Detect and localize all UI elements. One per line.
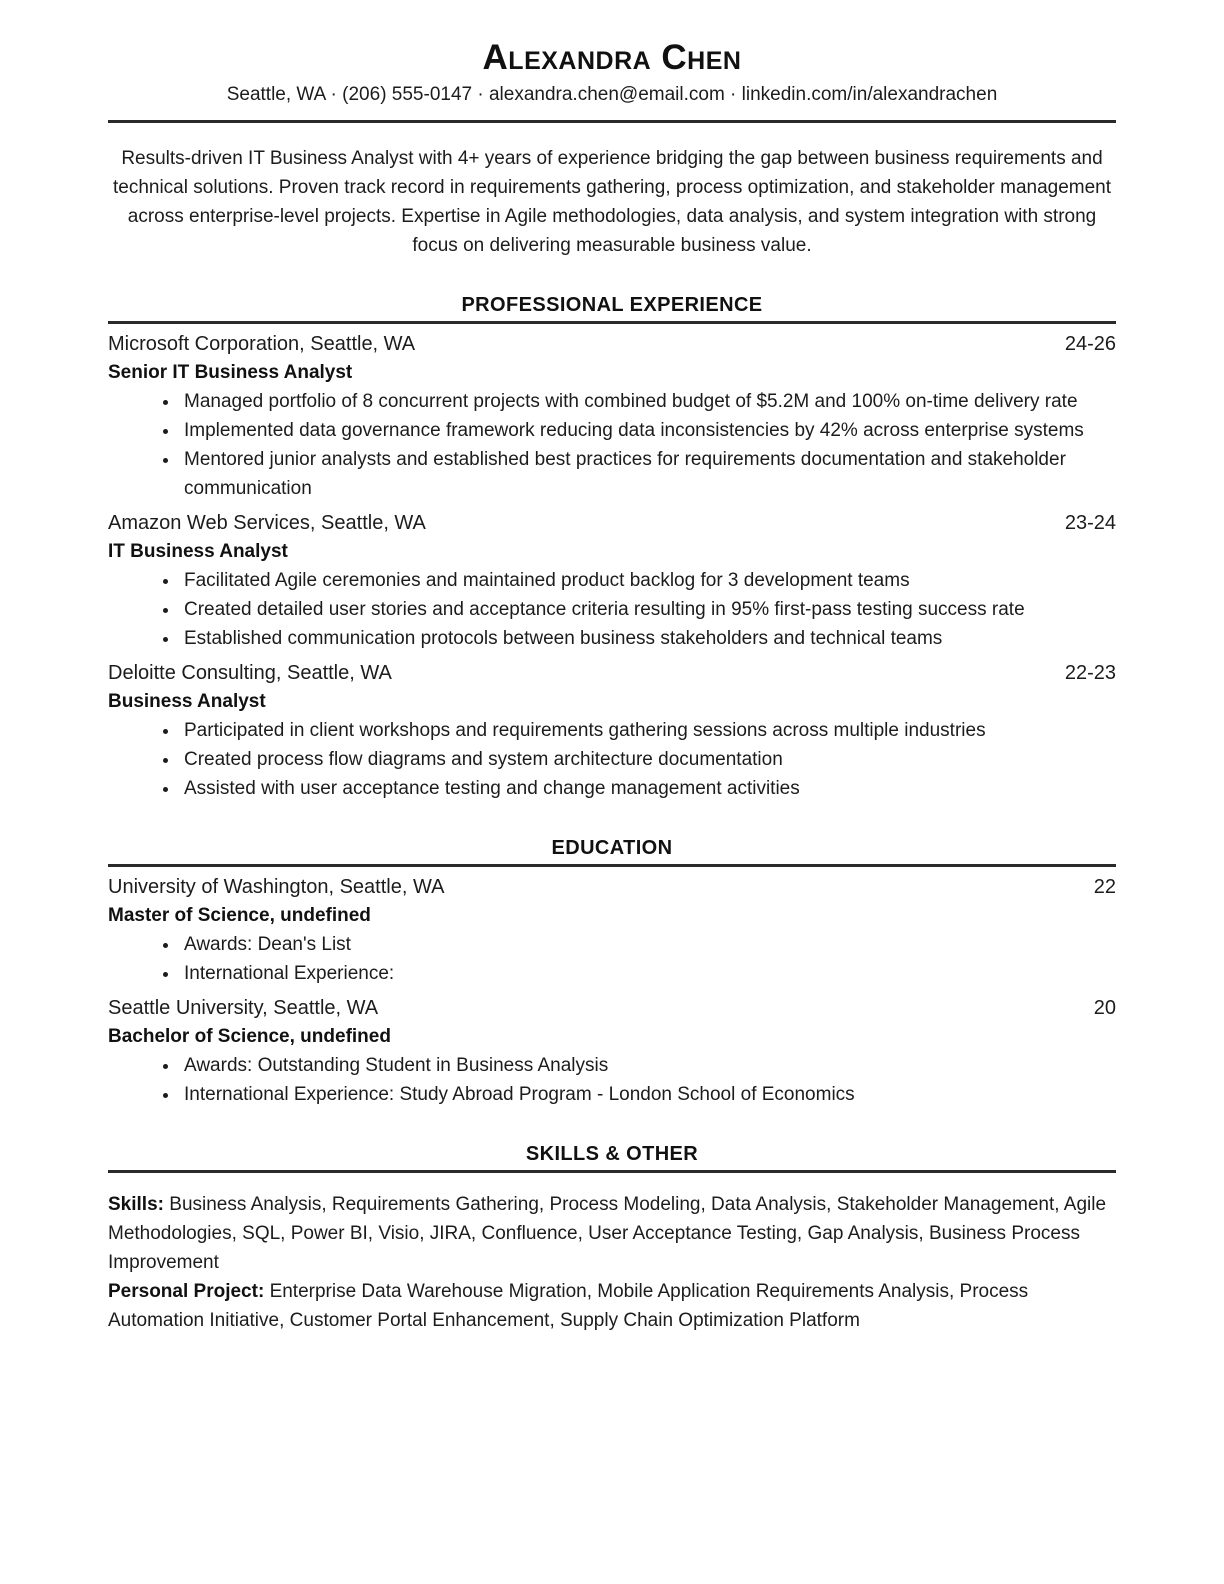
bullet-item: • Established communication protocols between business stakeholders and technical teams — [180, 624, 1116, 653]
personal-project-label: Personal Project: — [108, 1281, 265, 1302]
education-entry — [108, 994, 1116, 1109]
section-title-skills: SKILLS & OTHER — [108, 1142, 1116, 1173]
personal-project-line — [108, 1277, 1116, 1335]
school-name: Seattle University, Seattle, WA — [108, 997, 379, 1019]
education-entry — [108, 873, 1116, 988]
bullet-item: • Awards: Dean's List — [180, 930, 1116, 959]
entry-header — [108, 330, 1116, 359]
bullet-item: • Participated in client workshops and requirements gathering sessions across multiple industries — [180, 716, 1116, 745]
entry-header — [108, 994, 1116, 1023]
entry-dates: 22 — [1093, 876, 1116, 898]
degree-title: Bachelor of Science, undefined — [108, 1026, 391, 1047]
company-name: Deloitte Consulting, Seattle, WA — [108, 662, 392, 684]
experience-entry — [108, 659, 1116, 803]
entry-header — [108, 873, 1116, 902]
experience-entry — [108, 509, 1116, 653]
entry-dates: 24-26 — [1064, 333, 1116, 355]
job-title: IT Business Analyst — [108, 541, 288, 562]
bullet-item: • Awards: Outstanding Student in Business Analysis — [180, 1051, 1116, 1080]
entry-dates: 20 — [1093, 997, 1116, 1019]
bullet-item: • Implemented data governance framework reducing data inconsistencies by 42% across enterprise systems — [180, 416, 1116, 445]
candidate-name: Alexandra Chen — [482, 38, 742, 77]
skills-line — [108, 1190, 1116, 1277]
skills-text: Business Analysis, Requirements Gathering, Process Modeling, Data Analysis, Stakeholder Management, Agile Methodologies, SQL, Power BI, Visio, JIRA, Confluence, User Acceptance Testing, Gap Analysis, Business Process Improvement — [108, 1194, 1107, 1273]
bullet-item: • Facilitated Agile ceremonies and maintained product backlog for 3 development teams — [180, 566, 1116, 595]
header-divider — [108, 120, 1116, 123]
bullet-list — [108, 930, 1116, 988]
experience-entry — [108, 330, 1116, 503]
entry-header — [108, 659, 1116, 688]
section-title-experience: PROFESSIONAL EXPERIENCE — [108, 293, 1116, 324]
bullet-item: • Created detailed user stories and acceptance criteria resulting in 95% first-pass testing success rate — [180, 595, 1116, 624]
skills-label: Skills: — [108, 1194, 164, 1215]
job-title: Senior IT Business Analyst — [108, 362, 353, 383]
company-name: Amazon Web Services, Seattle, WA — [108, 512, 426, 534]
bullet-list — [108, 566, 1116, 653]
section-title-education: EDUCATION — [108, 836, 1116, 867]
bullet-item: • Managed portfolio of 8 concurrent projects with combined budget of $5.2M and 100% on-time delivery rate — [180, 387, 1116, 416]
bullet-list — [108, 387, 1116, 503]
company-name: Microsoft Corporation, Seattle, WA — [108, 333, 416, 355]
bullet-item: • International Experience: Study Abroad Program - London School of Economics — [180, 1080, 1116, 1109]
bullet-item: • International Experience: — [180, 959, 1116, 988]
skills-block — [108, 1190, 1116, 1335]
entry-dates: 22-23 — [1064, 662, 1116, 684]
entry-dates: 23-24 — [1064, 512, 1116, 534]
entry-header — [108, 509, 1116, 538]
summary-paragraph: Results-driven IT Business Analyst with 4+ years of experience bridging the gap between business requirements and technical solutions. Proven track record in requirements gathering, process optimization, and stakeholder management across enterprise-level projects. Expertise in Agile methodologies, data analysis, and system integration with strong focus on delivering measurable business value. — [112, 148, 1112, 256]
bullet-item: • Mentored junior analysts and established best practices for requirements documentation and stakeholder communication — [180, 445, 1116, 503]
bullet-item: • Created process flow diagrams and system architecture documentation — [180, 745, 1116, 774]
bullet-list — [108, 716, 1116, 803]
school-name: University of Washington, Seattle, WA — [108, 876, 445, 898]
job-title: Business Analyst — [108, 691, 266, 712]
bullet-item: • Assisted with user acceptance testing and change management activities — [180, 774, 1116, 803]
bullet-list — [108, 1051, 1116, 1109]
contact-line: Seattle, WA · (206) 555-0147 · alexandra.chen@email.com · linkedin.com/in/alexandrachen — [226, 84, 998, 105]
degree-title: Master of Science, undefined — [108, 905, 371, 926]
personal-project-text: Enterprise Data Warehouse Migration, Mobile Application Requirements Analysis, Process Automation Initiative, Customer Portal Enhancement, Supply Chain Optimization Platform — [108, 1281, 1029, 1331]
